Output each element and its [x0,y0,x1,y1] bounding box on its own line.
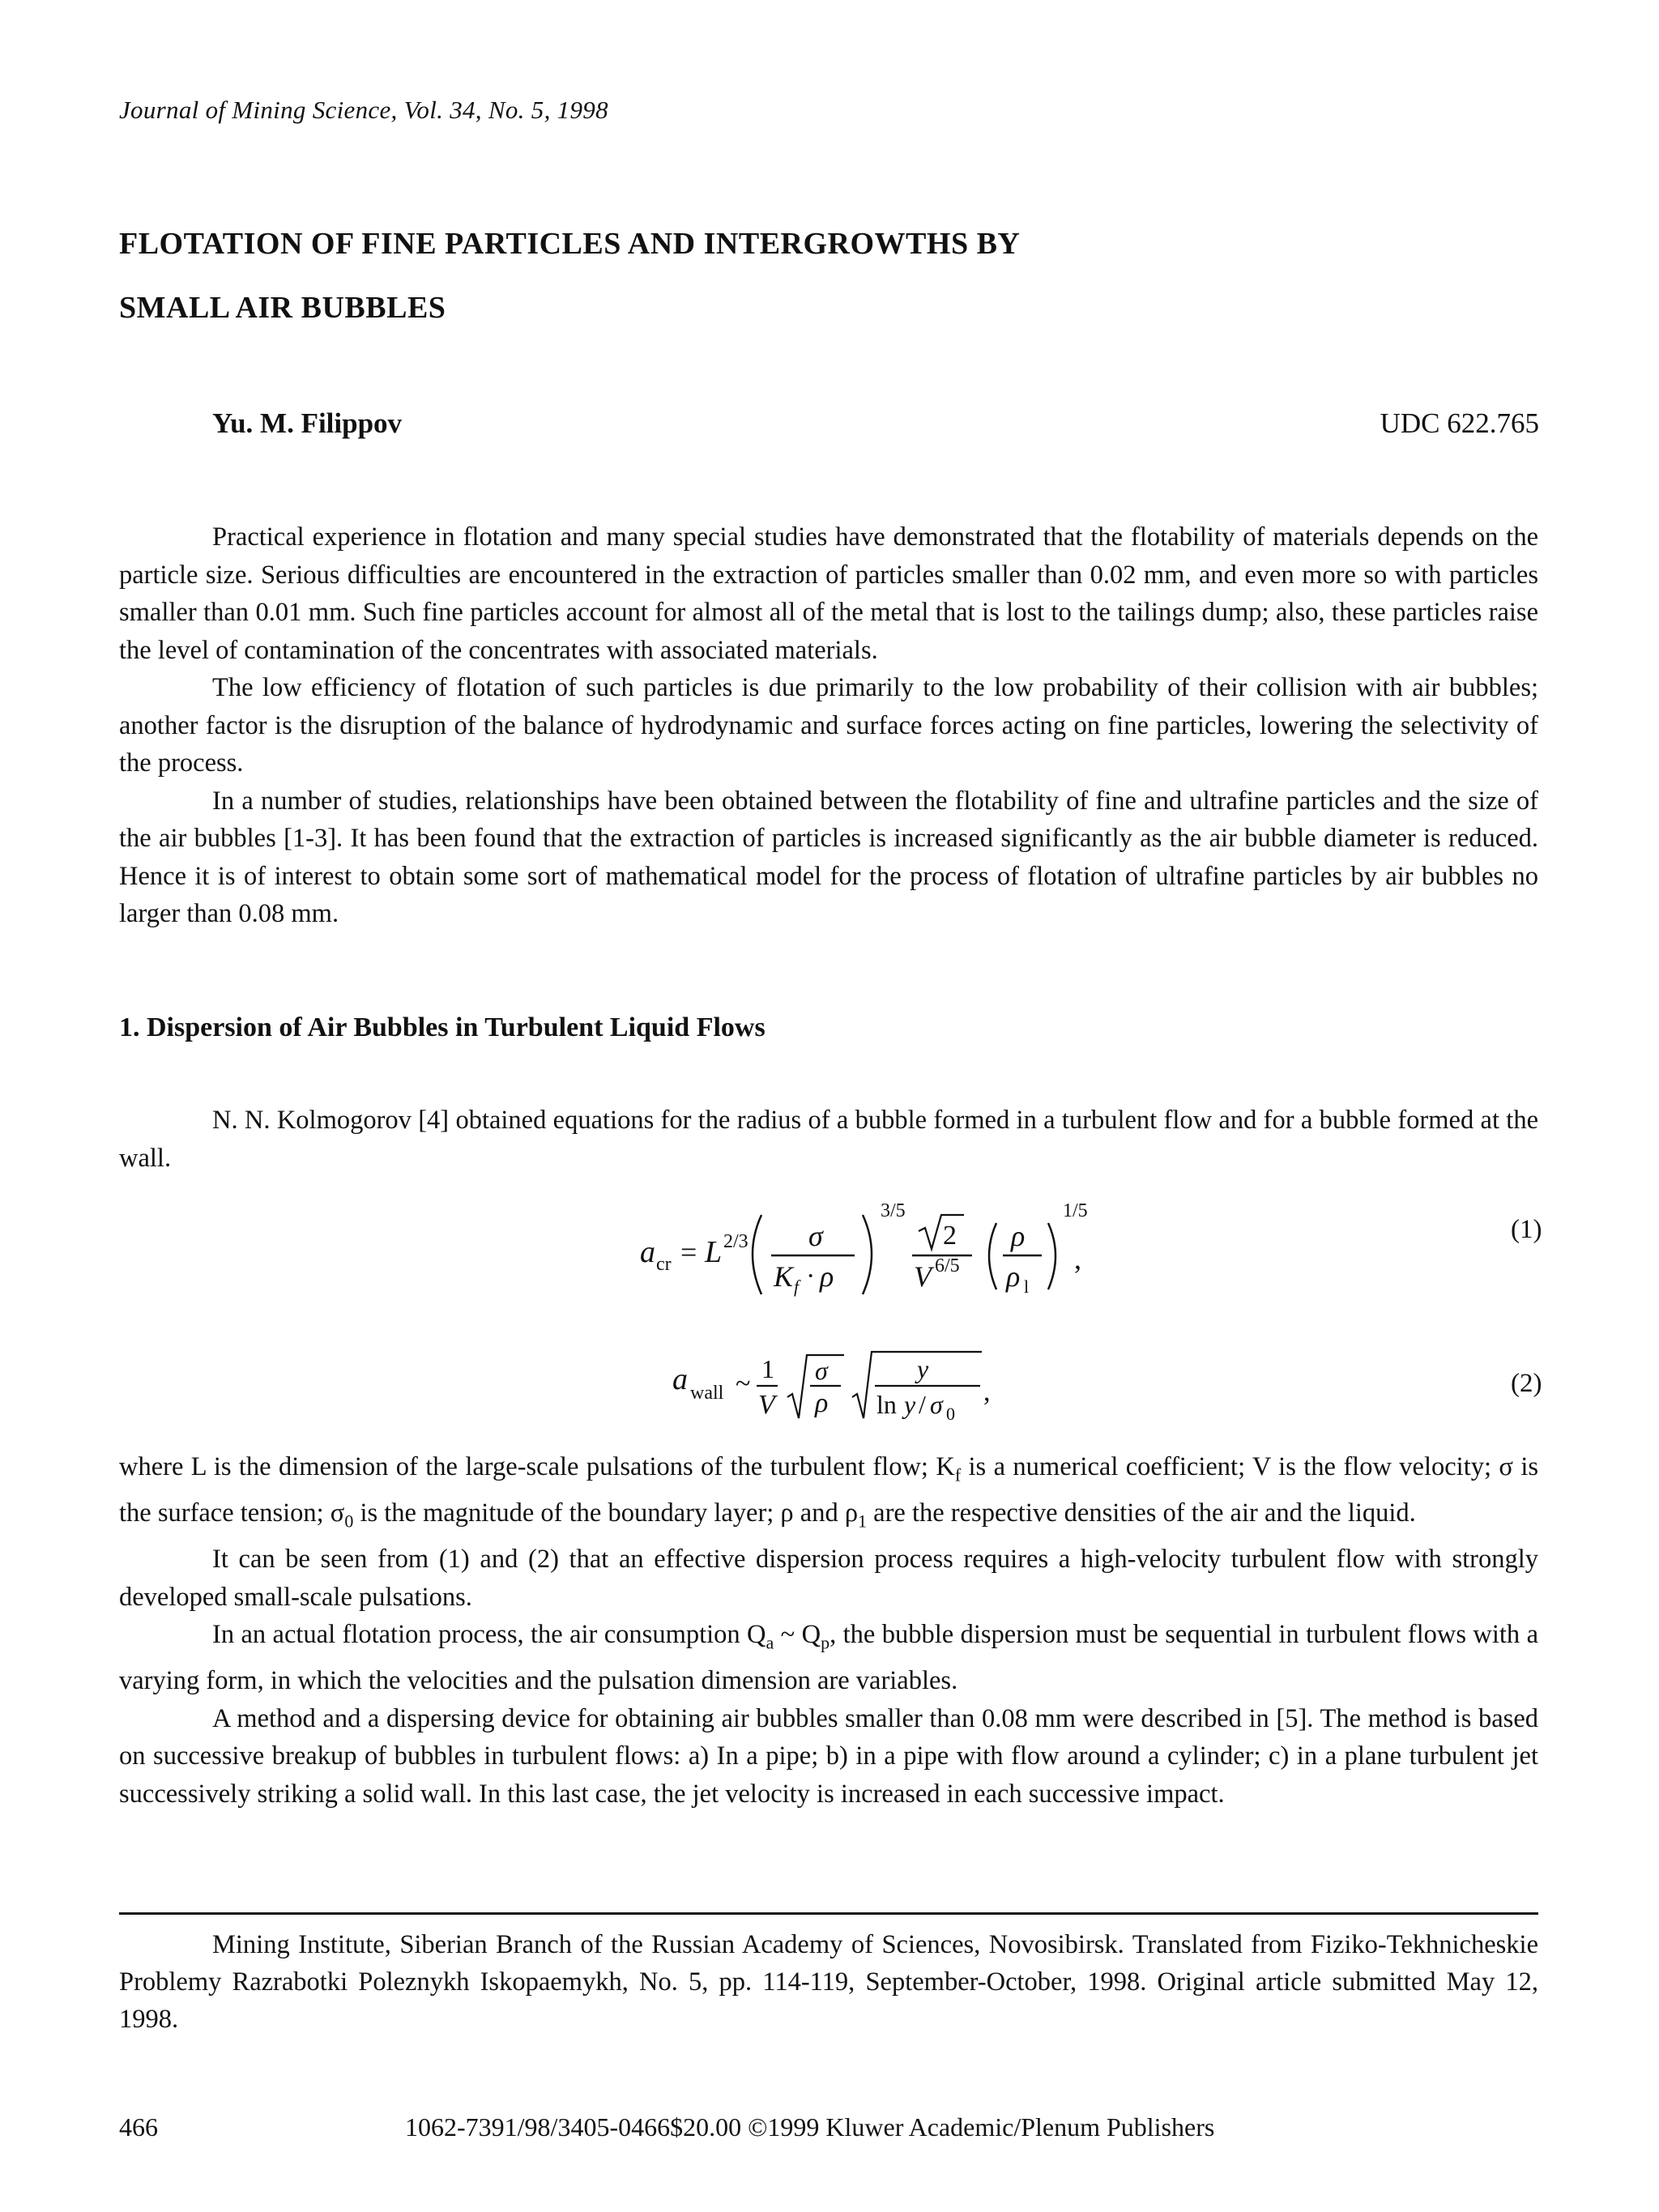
svg-text:ρ: ρ [1006,1260,1021,1293]
svg-text:l: l [1024,1276,1030,1297]
equation-2-number: (2) [1511,1369,1542,1398]
svg-text:3/5: 3/5 [881,1200,906,1221]
footnote-divider [119,1912,1538,1915]
svg-text:y: y [904,1390,916,1419]
intro-paragraph-1: Practical experience in flotation and many special studies have demonstrated that the flotability of materials depends on the particle size. Serious difficulties are encountered in the extraction of particles smaller than 0.02 mm, and even more so with particles smaller than 0.01 mm. Such fine particles account for almost all of the metal that is lost to the tailings dump; also, these particles raise the level of contamination of the concentrates with associated materials. [119,522,1538,665]
svg-text:ρ: ρ [820,1260,834,1293]
svg-text:·: · [806,1261,816,1291]
section-paragraph-1: N. N. Kolmogorov [4] obtained equations for the radius of a bubble formed in a turbulent flow and for a bubble formed at the wall. [119,1106,1538,1173]
svg-text:y: y [917,1354,929,1383]
page-number: 466 [119,2112,158,2142]
section-body [119,1448,1538,1813]
equation-2 [672,1340,1029,1430]
abstract-body [119,518,1538,933]
svg-text:f: f [794,1276,800,1297]
svg-text:K: K [774,1260,794,1293]
svg-text:=: = [680,1236,697,1268]
title-line-2: SMALL AIR BUBBLES [119,291,446,325]
udc-code: UDC 622.765 [1380,407,1539,439]
svg-text:σ: σ [808,1220,823,1252]
section-heading: 1. Dispersion of Air Bubbles in Turbulent Liquid Flows [119,1012,766,1042]
svg-text:V: V [758,1390,775,1420]
svg-text:σ: σ [930,1390,943,1419]
equation-1-number: (1) [1511,1215,1542,1244]
section-paragraph-3: In an actual flotation process, the air consumption $Q_a$ ~ $Q_p$, the bubble dispersion must be sequential in turbulent flows with a varying form, in which the velocities and the pulsation dimension are variables. [119,1620,1539,1695]
svg-text:6/5: 6/5 [935,1255,960,1276]
svg-text:a: a [672,1362,688,1396]
where-paragraph: where L is the dimension of the large-scale pulsations of the turbulent flow; $K_f$ is a numerical coefficient; V is the flow velocity; σ is the surface tension; $\sigma_0$ is the magnitude of the boundary layer; ρ and $\rho_1$ are the respective densities of the air and the liquid. [119,1452,1538,1532]
section-paragraph-4: A method and a dispersing device for obtaining air bubbles smaller than 0.08 mm were described in [5]. The method is based on successive breakup of bubbles in turbulent flows: a) In a pipe; b) in a pipe with flow around a cylinder; c) in a plane turbulent jet successively striking a solid wall. In this last case, the jet velocity is increased in each successive impact. [119,1703,1538,1809]
svg-text:cr: cr [656,1254,672,1275]
intro-paragraph-2: The low efficiency of flotation of such particles is due primarily to the low probability of their collision with air bubbles; another factor is the disruption of the balance of hydrodynamic and surface forces acting on fine particles, lowering the selectivity of the process. [119,673,1538,778]
title-line-1: FLOTATION OF FINE PARTICLES AND INTERGROWTHS BY [119,227,1021,261]
section-paragraph-2: It can be seen from (1) and (2) that an effective dispersion process requires a high-velocity turbulent flow with strongly developed small-scale pulsations. [119,1545,1538,1612]
paper-title [119,212,1253,340]
svg-text:ρ: ρ [1011,1220,1026,1252]
svg-text:L: L [705,1235,723,1269]
svg-text:,: , [983,1377,991,1407]
svg-text:wall: wall [690,1383,724,1404]
svg-text:1: 1 [761,1354,774,1383]
intro-paragraph-3: In a number of studies, relationships have been obtained between the flotability of fine and ultrafine particles and the size of the air bubbles [1-3]. It has been found that the extraction of particles is increased significantly as the air bubble diameter is reduced. Hence it is of interest to obtain some sort of mathematical model for the process of flotation of ultrafine particles by air bubbles no larger than 0.08 mm. [119,786,1538,928]
svg-text:a: a [640,1235,655,1269]
svg-text:0: 0 [946,1404,955,1424]
svg-text:,: , [1074,1242,1081,1275]
copyright-line: 1062-7391/98/3405-0466$20.00 ©1999 Kluwer Academic/Plenum Publishers [405,2112,1215,2142]
svg-text:V: V [914,1260,932,1293]
svg-text:1/5: 1/5 [1063,1200,1088,1221]
svg-text:/: / [919,1390,926,1419]
footnote [119,1926,1538,2038]
equation-1 [640,1191,1094,1312]
footnote-text: Mining Institute, Siberian Branch of the Russian Academy of Sciences, Novosibirsk. Translated from Fiziko-Tekhnicheskie Problemy Razrabotki Poleznykh Iskopaemykh, No. 5, pp. 114-119, September-October, 1998. Original article submitted May 12, 1998. [119,1930,1538,2034]
svg-text:ρ: ρ [815,1388,829,1418]
svg-text:σ: σ [815,1356,828,1385]
svg-text:ln: ln [876,1390,897,1419]
journal-header: Journal of Mining Science, Vol. 34, No. 5, 1998 [119,96,608,124]
svg-text:~: ~ [736,1369,751,1399]
svg-text:2/3: 2/3 [723,1231,748,1252]
svg-text:2: 2 [943,1221,957,1251]
author-name: Yu. M. Filippov [212,407,403,439]
section-intro [119,1102,1538,1177]
